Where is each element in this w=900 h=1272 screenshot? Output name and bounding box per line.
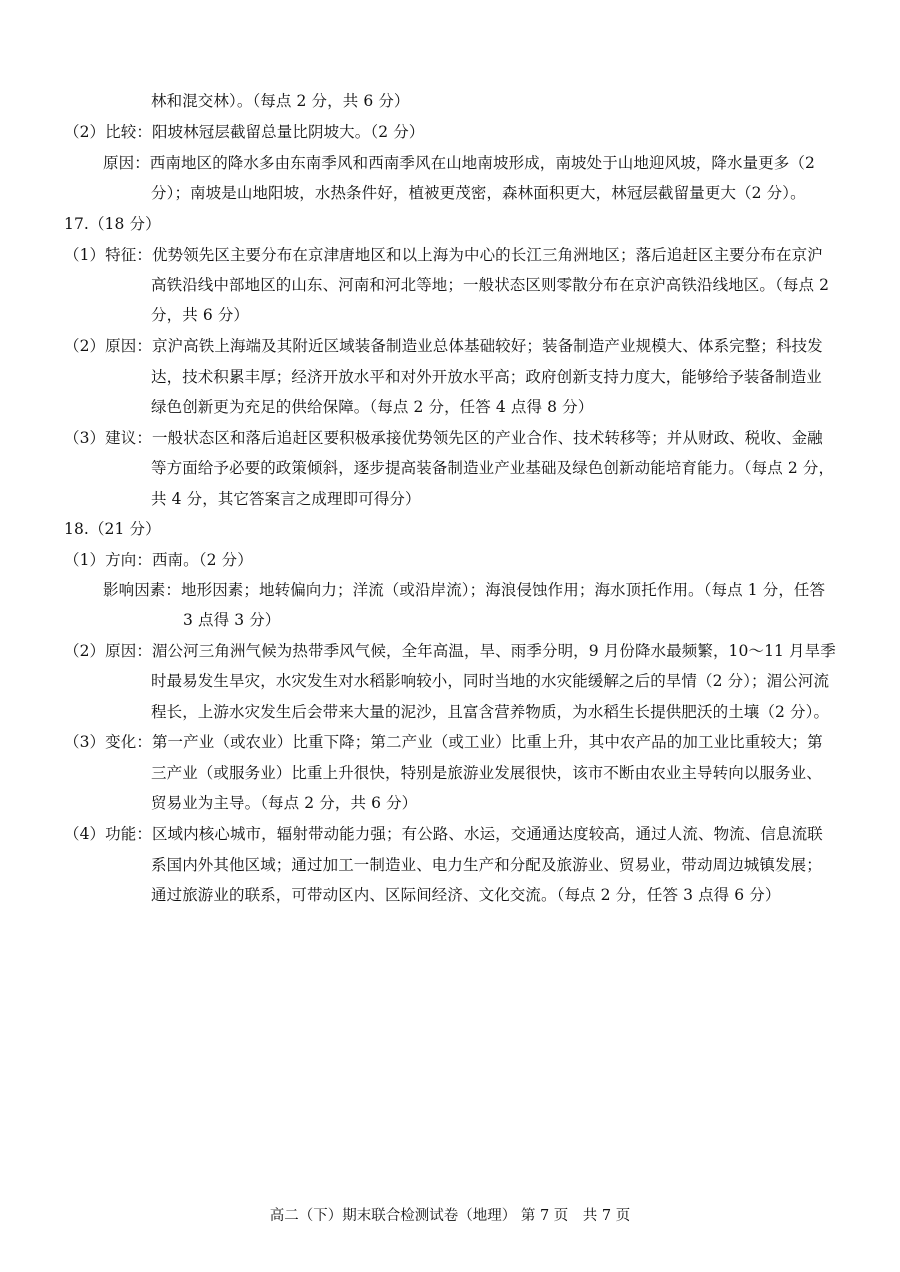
answer-line: 时最易发生旱灾，水灾发生对水稻影响较小，同时当地的水灾能缓解之后的旱情（2 分）；湄公河流 [151,672,830,690]
answer-line: 影响因素：地形因素；地转偏向力；洋流（或沿岸流）；海浪侵蚀作用；海水顶托作用。（每点 1 分，任答 [103,581,826,599]
answer-line: 林和混交林）。（每点 2 分，共 6 分） [151,92,410,110]
answer-line: 等方面给予必要的政策倾斜，逐步提高装备制造业产业基础及绿色创新动能培育能力。（每点 2 分， [151,459,835,477]
page-footer: 高二（下）期末联合检测试卷（地理） 第 7 页 共 7 页 [269,1208,631,1224]
answer-line: （2）原因：京沪高铁上海端及其附近区域装备制造业总体基础较好；装备制造产业规模大、体系完整；科技发 [64,337,823,355]
answer-line: 分）；南坡是山地阳坡，水热条件好，植被更茂密，森林面积更大，林冠层截留量更大（2 分）。 [151,184,806,202]
answer-line: 通过旅游业的联系，可带动区内、区际间经济、文化交流。（每点 2 分，任答 3 点得 6 分） [151,886,781,904]
answer-line: （3）建议：一般状态区和落后追赶区要积极承接优势领先区的产业合作、技术转移等；并从财政、税收、金融 [64,429,823,447]
answer-line: 3 点得 3 分） [183,611,281,629]
answer-line: 三产业（或服务业）比重上升很快，特别是旅游业发展很快，该市不断由农业主导转向以服务业、 [151,764,822,782]
answer-line: 系国内外其他区域；通过加工一制造业、电力生产和分配及旅游业、贸易业，带动周边城镇发展； [151,856,822,874]
answer-line: （1）特征：优势领先区主要分布在京津唐地区和以上海为中心的长江三角洲地区；落后追赶区主要分布在京沪 [64,246,823,264]
answer-line: 分，共 6 分） [151,306,250,324]
answer-line: （1）方向：西南。（2 分） [64,551,253,569]
answer-line: 贸易业为主导。（每点 2 分，共 6 分） [151,794,418,812]
answer-line: 共 4 分，其它答案言之成理即可得分） [151,490,421,508]
answer-line: 绿色创新更为充足的供给保障。（每点 2 分，任答 4 点得 8 分） [151,398,594,416]
answer-line: （4）功能：区域内核心城市，辐射带动能力强；有公路、水运，交通通达度较高，通过人流、物流、信息流联 [64,825,823,843]
question-heading: 17.（18 分） [64,215,161,233]
answer-line: 程长，上游水灾发生后会带来大量的泥沙，且富含营养物质，为水稻生长提供肥沃的土壤（2 分）。 [151,703,830,721]
answer-line: （2）原因：湄公河三角洲气候为热带季风气候，全年高温，旱、雨季分明，9 月份降水最频繁，10～11 月旱季 [64,642,836,660]
answer-line: （3）变化：第一产业（或农业）比重下降；第二产业（或工业）比重上升，其中农产品的加工业比重较大；第 [64,733,823,751]
answer-line: 原因：西南地区的降水多由东南季风和西南季风在山地南坡形成，南坡处于山地迎风坡，降水量更多（2 [103,154,815,172]
answer-line: （2）比较：阳坡林冠层截留总量比阴坡大。（2 分） [64,123,425,141]
answer-line: 高铁沿线中部地区的山东、河南和河北等地；一般状态区则零散分布在京沪高铁沿线地区。（每点 2 [151,276,830,294]
answer-line: 达，技术积累丰厚；经济开放水平和对外开放水平高；政府创新支持力度大，能够给予装备制造业 [151,368,822,386]
question-heading: 18.（21 分） [64,520,161,538]
